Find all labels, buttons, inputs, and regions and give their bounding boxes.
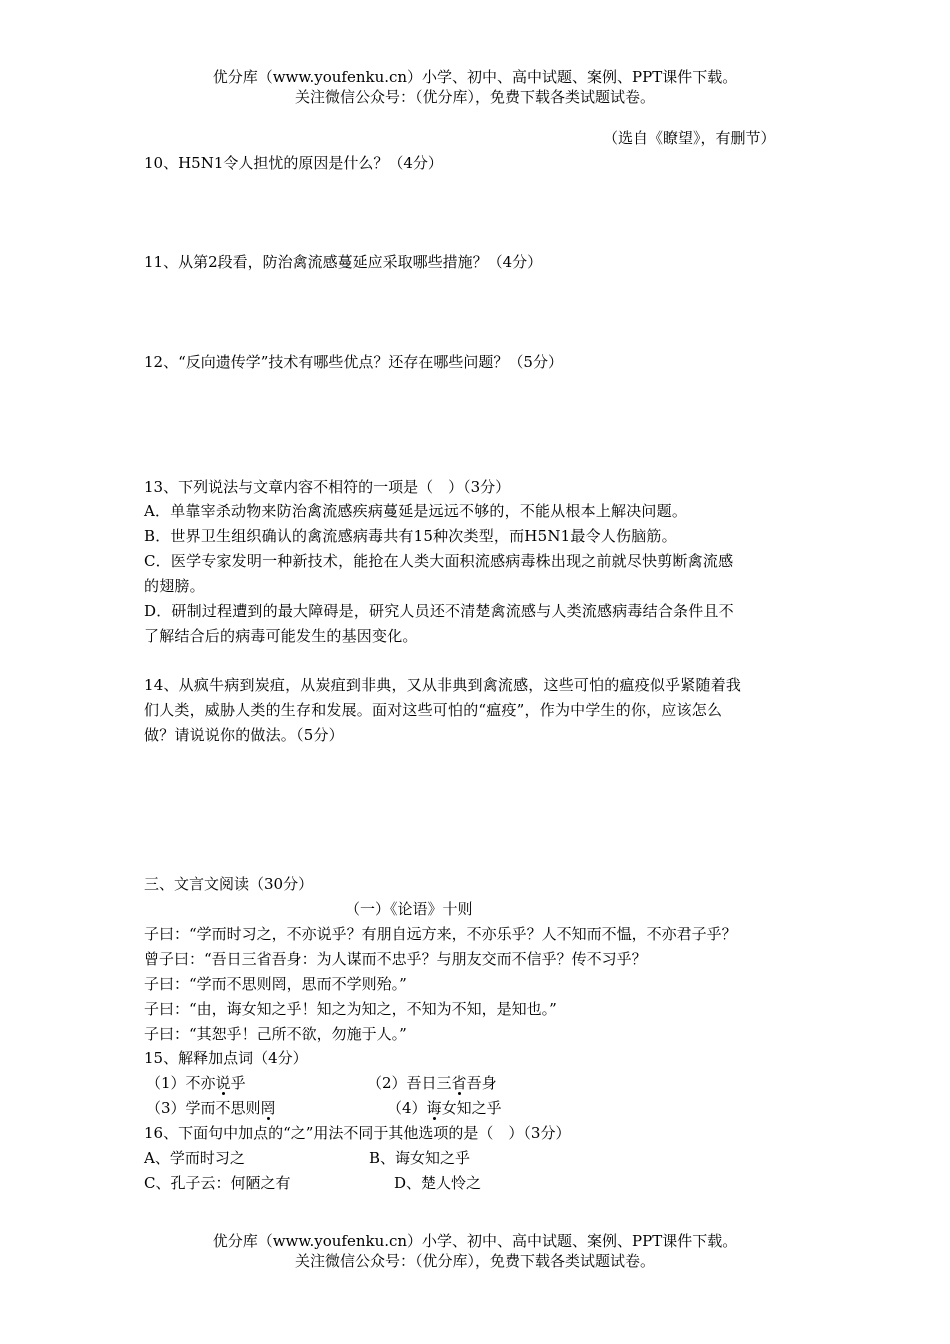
section-3-subtitle: （一）《论语》十则 — [345, 900, 473, 918]
question-16-option-a: A、学而时习之 — [144, 1149, 245, 1167]
question-13-option-c-line2: 的翅膀。 — [144, 577, 205, 595]
question-11: 11、从第2段看，防治禽流感蔓延应采取哪些措施？（4分） — [144, 253, 543, 271]
emphasis-dot-char: 省 — [451, 1074, 467, 1092]
question-15-item-1: （1）不亦说乎 — [146, 1074, 246, 1092]
question-14-line2: 们人类，威胁人类的生存和发展。面对这些可怕的“瘟疫”，作为中学生的你，应该怎么 — [144, 701, 723, 719]
emphasis-dot-char: 诲 — [426, 1099, 442, 1117]
question-13-option-d-line1: D．研制过程遭到的最大障碍是，研究人员还不清楚禽流感与人类流感病毒结合条件且不 — [144, 602, 734, 620]
question-15-item-4: （4）诲女知之乎 — [387, 1099, 502, 1117]
analects-line-4: 子曰：“由，诲女知之乎！知之为知之，不知为不知，是知也。” — [144, 1000, 557, 1018]
question-15-item-2: （2）吾日三省吾身 — [367, 1074, 497, 1092]
footer-line-1: 优分库（www.youfenku.cn）小学、初中、高中试题、案例、PPT课件下载。 — [212, 1232, 738, 1250]
question-14-line1: 14、从疯牛病到炭疽，从炭疽到非典，又从非典到禽流感，这些可怕的瘟疫似乎紧随着我 — [144, 676, 742, 694]
analects-line-5: 子曰：“其恕乎！己所不欲，勿施于人。” — [144, 1025, 407, 1043]
question-13-option-a: A．单靠宰杀动物来防治禽流感疾病蔓延是远远不够的，不能从根本上解决问题。 — [144, 502, 688, 520]
footer-line-2: 关注微信公众号：（优分库），免费下载各类试题试卷。 — [294, 1252, 655, 1270]
question-16-option-b: B、诲女知之乎 — [369, 1149, 471, 1167]
question-13-stem: 13、下列说法与文章内容不相符的一项是（ ）（3分） — [144, 478, 511, 496]
question-14-line3: 做？请说说你的做法。（5分） — [144, 726, 344, 744]
emphasis-dot-char: 罔 — [260, 1099, 276, 1117]
analects-line-1: 子曰：“学而时习之，不亦说乎？有朋自远方来，不亦乐乎？人不知而不愠，不亦君子乎？ — [144, 925, 737, 943]
question-10: 10、H5N1令人担忧的原因是什么？（4分） — [144, 154, 443, 172]
question-16-option-d: D、楚人怜之 — [394, 1174, 482, 1192]
header-line-1: 优分库（www.youfenku.cn）小学、初中、高中试题、案例、PPT课件下载。 — [212, 68, 738, 86]
question-15-item-3: （3）学而不思则罔 — [146, 1099, 276, 1117]
source-note: （选自《瞭望》，有删节） — [603, 129, 776, 147]
emphasis-dot-char: 说 — [215, 1074, 231, 1092]
question-13-option-b: B．世界卫生组织确认的禽流感病毒共有15种次类型，而H5N1最令人伤脑筋。 — [144, 527, 677, 545]
question-15-stem: 15、解释加点词（4分） — [144, 1049, 308, 1067]
question-12: 12、“反向遗传学”技术有哪些优点？还存在哪些问题？（5分） — [144, 353, 563, 371]
question-13-option-c-line1: C．医学专家发明一种新技术，能抢在人类大面积流感病毒株出现之前就尽快剪断禽流感 — [144, 552, 734, 570]
question-13-option-d-line2: 了解结合后的病毒可能发生的基因变化。 — [144, 627, 418, 645]
question-16-stem: 16、下面句中加点的“之”用法不同于其他选项的是（ ）（3分） — [144, 1124, 571, 1142]
analects-line-3: 子曰：“学而不思则罔，思而不学则殆。” — [144, 975, 407, 993]
question-16-option-c: C、孔子云：何陋之有 — [144, 1174, 291, 1192]
header-line-2: 关注微信公众号：（优分库），免费下载各类试题试卷。 — [294, 88, 655, 106]
analects-line-2: 曾子曰：“吾日三省吾身：为人谋而不忠乎？与朋友交而不信乎？传不习乎？ — [144, 950, 647, 968]
section-3-title: 三、文言文阅读（30分） — [144, 875, 314, 893]
